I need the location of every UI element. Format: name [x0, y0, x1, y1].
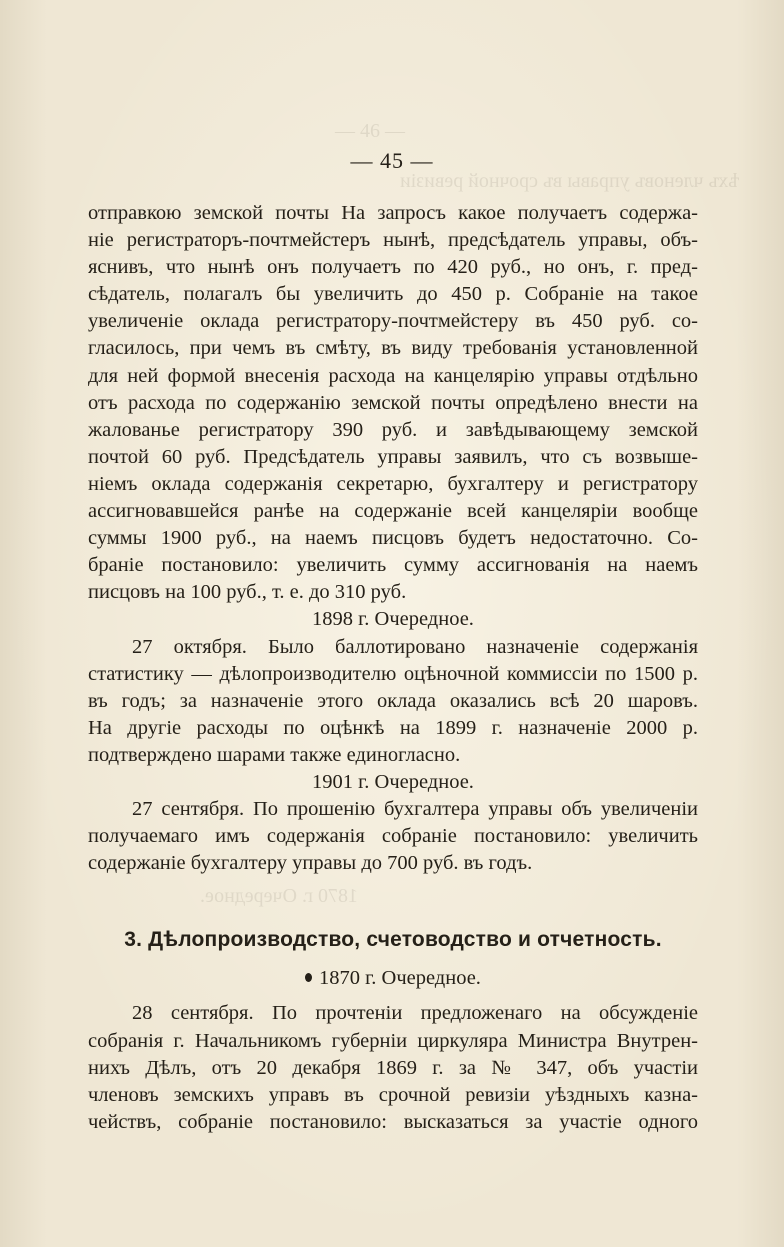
text-line: 27 октября. Было баллотировано назначеніе содержанія	[132, 635, 698, 658]
text-line: въ годъ; за назначеніе этого оклада оказались всѣ 20 шаровъ.	[88, 689, 698, 712]
paragraph	[88, 200, 698, 606]
session-subheading	[88, 965, 698, 992]
text-line: гласилось, при чемъ въ смѣту, въ виду требованія установленной	[88, 337, 698, 360]
text-line: сѣдатель, полагалъ бы увеличить до 450 р. Собраніе на такое	[88, 283, 698, 306]
text-line: для ней формой внесенія расхода на канцелярію управы отдѣльно	[88, 364, 698, 387]
text-line: собранія г. Начальникомъ губерніи циркуляра Министра Внутрен-	[88, 1029, 698, 1052]
text-line: ніе регистраторъ-почтмейстеръ нынѣ, предсѣдатель управы, объ-	[88, 229, 698, 252]
text-line: суммы 1900 руб., на наемъ писцовъ будетъ недостаточно. Со-	[88, 527, 698, 550]
text-line: отправкою земской почты На запросъ какое получаетъ содержа-	[88, 202, 698, 224]
text-line: 28 сентября. По прочтеніи предложенаго на обсужденіе	[132, 1002, 698, 1025]
text-line: получаемаго имъ содержанія собраніе постановило: увеличить	[88, 825, 698, 848]
text-line: членовъ земскихъ управъ въ срочной ревизіи уѣздныхъ казна-	[88, 1083, 698, 1106]
text-line: 27 сентября. По прошенію бухгалтера управы объ увеличеніи	[132, 798, 698, 821]
paragraph	[88, 1000, 698, 1135]
paragraph	[88, 634, 698, 769]
text-line: жалованье регистратору 390 руб. и завѣдывающему земской	[88, 418, 698, 441]
text-line: чействъ, собраніе постановило: высказаться за участіе одного	[88, 1110, 698, 1133]
text-line: ніемъ оклада содержанія секретарю, бухгалтеру и регистратору	[88, 472, 698, 495]
text-line: яснивъ, что нынѣ онъ получаетъ по 420 руб., но онъ, г. пред-	[88, 256, 698, 279]
text-line: ассигновавшейся ранѣе на содержаніе всей канцеляріи вообще	[88, 500, 698, 523]
text-line: увеличеніе оклада регистратору-почтмейстеру въ 450 руб. со-	[88, 310, 698, 333]
bullet-mark	[305, 973, 312, 982]
bleed-through-text: 1870 г. Очередное.	[200, 885, 358, 907]
section-heading: 3. Дѣлопроизводство, счетоводство и отчетность.	[124, 928, 662, 952]
text-line: На другіе расходы по оцѣнкѣ на 1899 г. назначеніе 2000 р.	[88, 716, 698, 739]
session-subheading: 1898 г. Очередное.	[312, 608, 474, 631]
text-line: статистику — дѣлопроизводителю оцѣночной коммиссіи по 1500 р.	[88, 662, 698, 685]
text-line: браніе постановило: увеличить сумму ассигнованія на наемъ	[88, 554, 698, 577]
text-line: отъ расхода по содержанію земской почты опредѣлено внести на	[88, 391, 698, 414]
session-subheading: 1901 г. Очередное.	[312, 770, 474, 793]
section-gap	[88, 877, 698, 923]
text-line: подтверждено шарами также единогласно.	[88, 743, 461, 766]
section-gap	[88, 992, 698, 1000]
text-line: содержаніе бухгалтеру управы до 700 руб. въ годъ.	[88, 852, 533, 875]
text-line: почтой 60 руб. Предсѣдатель управы заявилъ, что съ возвыше-	[88, 445, 698, 468]
bleed-through-text: ѣхъ членовъ управы въ срочной ревизіи	[400, 170, 740, 192]
text-line: нихъ Дѣлъ, отъ 20 декабря 1869 г. за № 347, объ участіи	[88, 1056, 698, 1079]
paragraph	[88, 796, 698, 877]
text-line: писцовъ на 100 руб., т. е. до 310 руб.	[88, 581, 407, 604]
session-subheading-text: 1870 г. Очередное.	[319, 967, 481, 990]
section-gap	[88, 957, 698, 965]
page-number: — 45 —	[350, 148, 434, 173]
body-text	[88, 200, 698, 1136]
bleed-through-page-number: — 46 —	[335, 120, 405, 142]
